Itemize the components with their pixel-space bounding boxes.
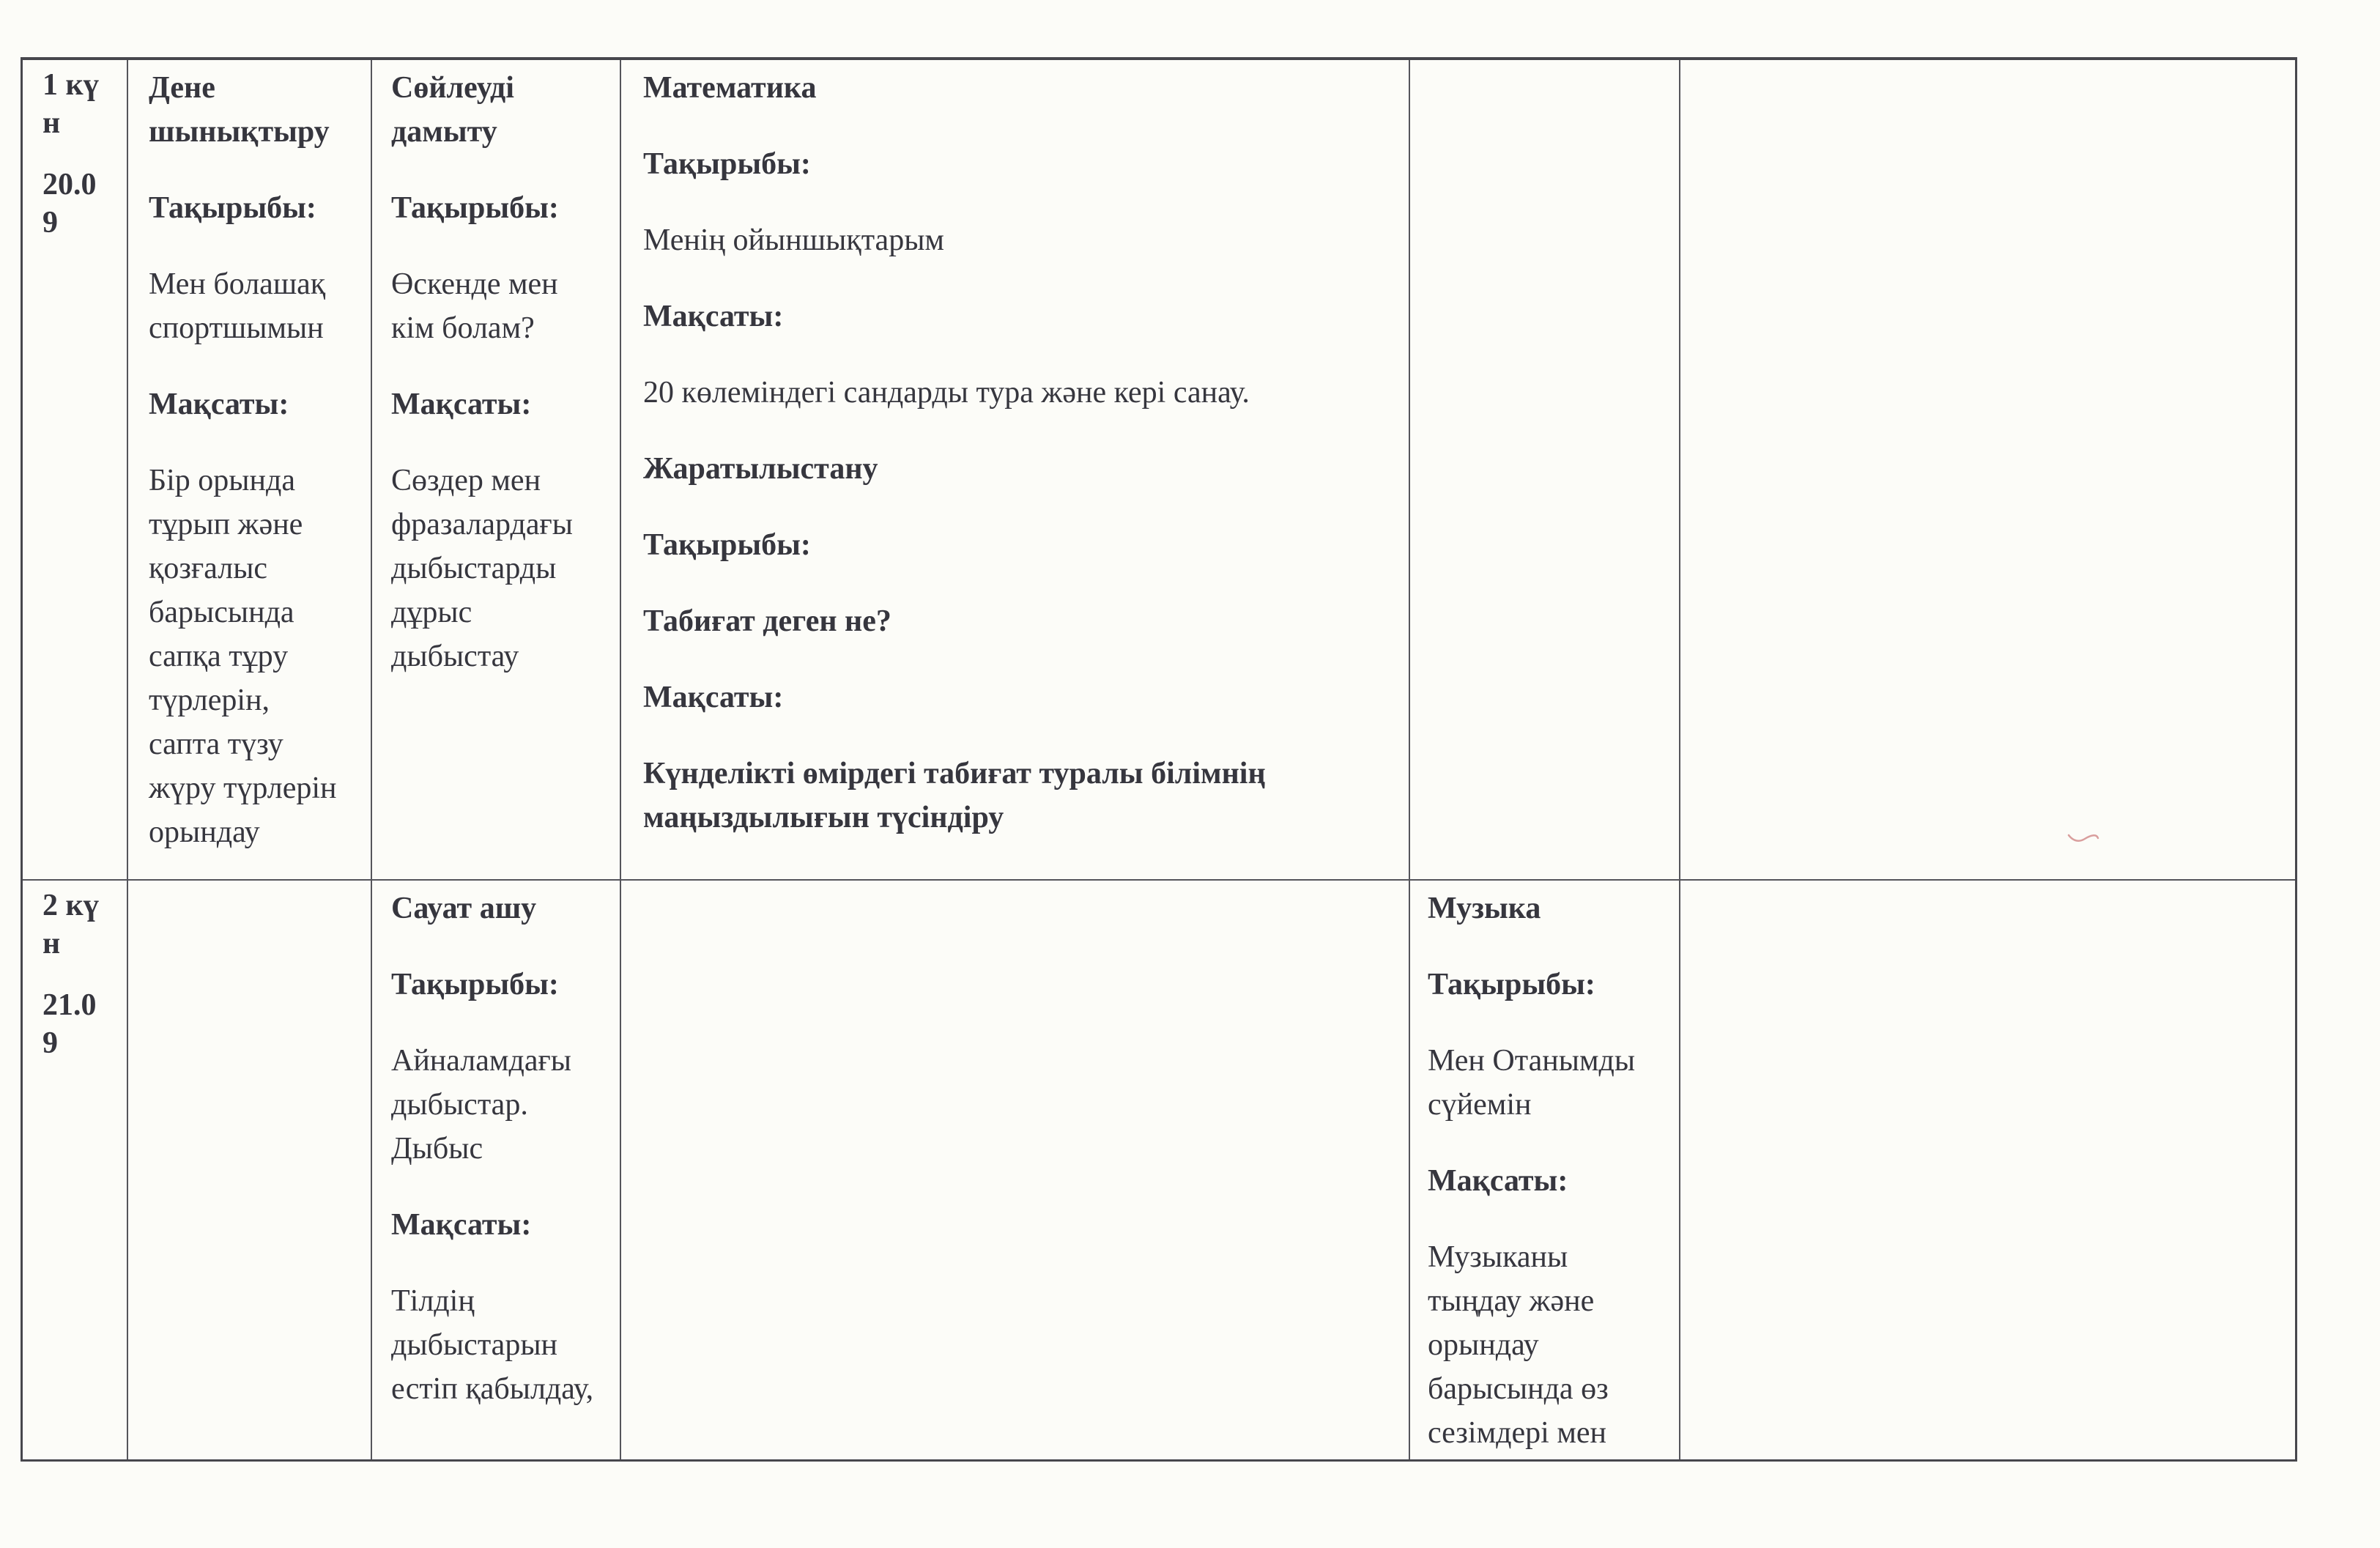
heading-paragraph: Табиғат деген не?: [643, 604, 891, 638]
math-and-science-cell: [621, 60, 1410, 881]
heading-paragraph: Музыка: [1428, 892, 1541, 925]
text-paragraph: Сөздер мен фразалардағы дыбыстарды дұрыс дыбыстау: [391, 464, 573, 673]
heading-paragraph: Сауат ашу: [391, 892, 537, 925]
heading-paragraph: Тақырыбы:: [1428, 968, 1595, 1001]
day-1-cell: [23, 60, 128, 881]
text-paragraph: Өскенде мен кім болам?: [391, 267, 558, 345]
heading-paragraph: Сөйлеуді дамыту: [391, 71, 514, 149]
empty-cell-r1c5: [1410, 60, 1680, 881]
empty-cell-r2c4: [621, 881, 1410, 1459]
heading-paragraph: Математика: [643, 71, 817, 105]
heading-paragraph: 1 күн: [42, 68, 99, 140]
text-paragraph: Тілдің дыбыстарын естіп қабылдау,: [391, 1284, 594, 1406]
heading-paragraph: Тақырыбы:: [643, 147, 811, 181]
text-paragraph: 20 көлеміндегі сандарды тура және кері санау.: [643, 376, 1250, 410]
speech-development-cell: [372, 60, 621, 881]
heading-paragraph: Мақсаты:: [643, 300, 784, 333]
empty-cell-r1c6: [1680, 60, 2295, 881]
text-paragraph: Мен болашақ спортшымын: [149, 267, 326, 345]
heading-paragraph: Мақсаты:: [391, 1208, 532, 1242]
heading-paragraph: Мақсаты:: [643, 681, 784, 714]
red-scan-artifact-mark: [2067, 829, 2099, 845]
day-2-cell: [23, 881, 128, 1459]
heading-paragraph: Мақсаты:: [1428, 1164, 1568, 1198]
text-paragraph: Музыканы тыңдау және орындау барысында өз сезімдері мен: [1428, 1240, 1609, 1450]
text-paragraph: Мен Отанымды сүйемін: [1428, 1044, 1636, 1122]
heading-paragraph: Тақырыбы:: [391, 968, 559, 1001]
text-paragraph: Бір орында тұрып және қозғалыс барысында сапқа тұру түрлерін, сапта түзу жүру түрлерін орындау: [149, 464, 337, 849]
heading-paragraph: 2 күн: [42, 889, 99, 960]
heading-paragraph: Тақырыбы:: [643, 528, 811, 562]
heading-paragraph: Дене шынықтыру: [149, 71, 330, 149]
physical-education-cell: [128, 60, 372, 881]
heading-paragraph: Мақсаты:: [149, 388, 289, 421]
heading-paragraph: Жаратылыстану: [643, 452, 878, 486]
heading-paragraph: Тақырыбы:: [149, 191, 316, 225]
text-paragraph: Айналамдағы дыбыстар. Дыбыс: [391, 1044, 571, 1166]
text-paragraph: Менің ойыншықтарым: [643, 223, 944, 257]
music-cell: [1410, 881, 1680, 1459]
literacy-cell: [372, 881, 621, 1459]
heading-paragraph: 21.09: [42, 988, 97, 1060]
heading-paragraph: Тақырыбы:: [391, 191, 559, 225]
heading-paragraph: Күнделікті өмірдегі табиғат туралы білімнің маңыздылығын түсіндіру: [643, 757, 1266, 834]
heading-paragraph: Мақсаты:: [391, 388, 532, 421]
empty-cell-r2c6: [1680, 881, 2295, 1459]
lesson-plan-table: [21, 57, 2297, 1462]
heading-paragraph: 20.09: [42, 168, 97, 240]
empty-cell-r2c2: [128, 881, 372, 1459]
